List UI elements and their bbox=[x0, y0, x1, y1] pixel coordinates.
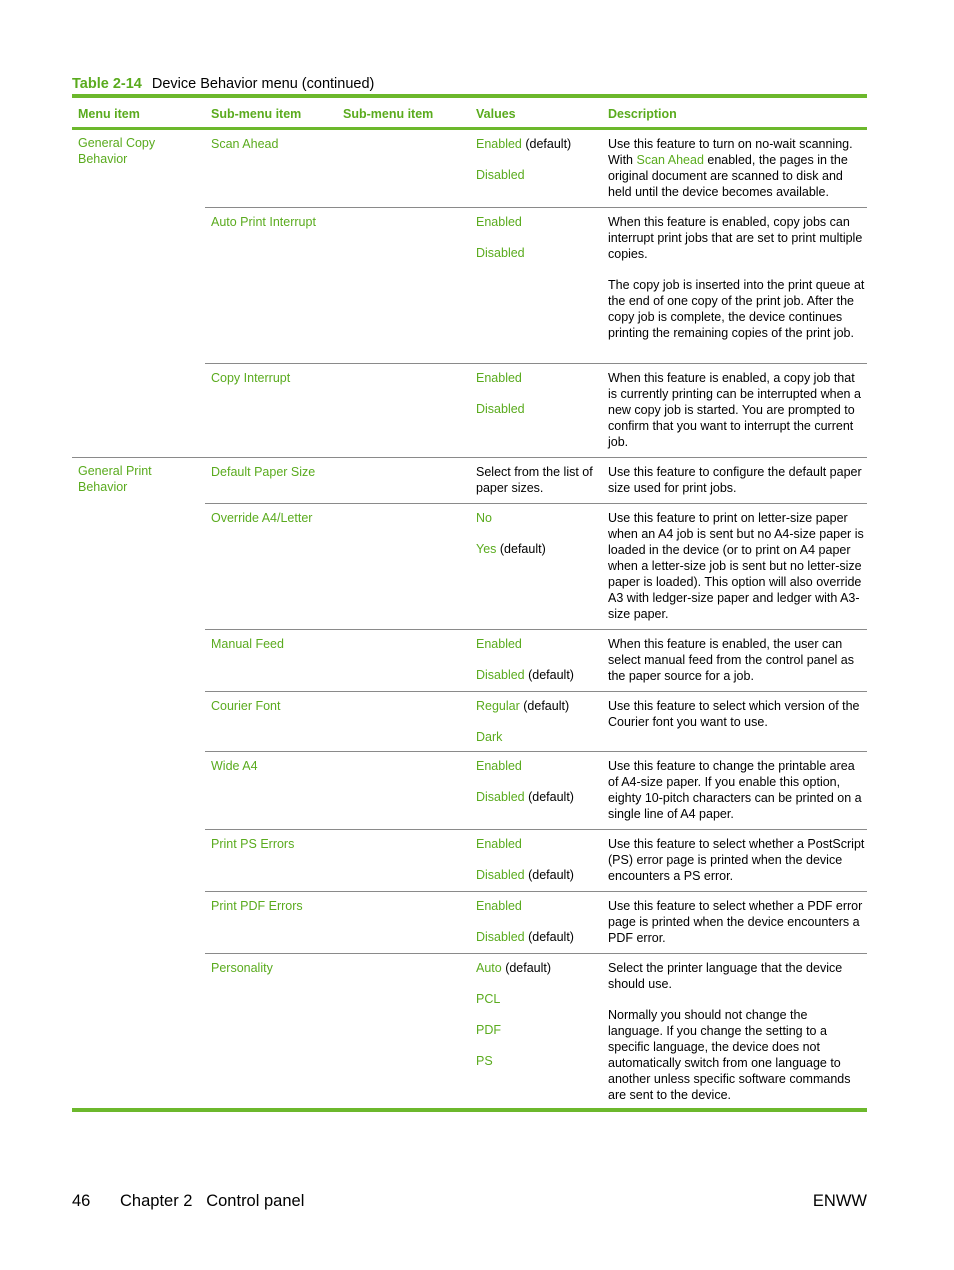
value-option[interactable]: Disabled bbox=[476, 930, 525, 944]
description-text: When this feature is enabled, copy jobs can interrupt print jobs that are set to print multiple copies. bbox=[608, 215, 863, 261]
header-description: Description bbox=[608, 107, 677, 121]
description-text: Use this feature to select which version of the Courier font you want to use. bbox=[608, 699, 860, 729]
table-row bbox=[205, 458, 867, 503]
description-text: When this feature is enabled, the user can select manual feed from the control panel as the paper source for a job. bbox=[608, 637, 854, 683]
table-row bbox=[205, 691, 867, 751]
menu-item-general-print-behavior[interactable]: General Print Behavior bbox=[78, 464, 152, 494]
submenu-manual-feed[interactable]: Manual Feed bbox=[211, 637, 284, 651]
description-cell bbox=[608, 836, 865, 899]
values-cell bbox=[476, 758, 601, 820]
values-cell bbox=[476, 960, 601, 1084]
description-cell bbox=[608, 698, 865, 745]
value-default-note: (default) bbox=[501, 961, 552, 975]
value-option[interactable]: Enabled bbox=[476, 215, 522, 229]
description-text: Use this feature to turn on no-wait scanning. With Scan Ahead enabled, the pages in the original document are scanned to disk and held until the device becomes available. bbox=[608, 137, 853, 199]
value-default-note: (default) bbox=[496, 542, 546, 556]
value-option[interactable]: Disabled bbox=[476, 668, 525, 682]
inline-link-scan-ahead[interactable]: Scan Ahead bbox=[636, 153, 704, 167]
table-title: Device Behavior menu (continued) bbox=[151, 76, 375, 92]
description-cell bbox=[608, 960, 865, 1118]
value-default-note: (default) bbox=[524, 668, 574, 682]
value-option[interactable]: Auto bbox=[476, 961, 502, 975]
submenu-default-paper-size[interactable]: Default Paper Size bbox=[211, 465, 316, 479]
value-option[interactable]: PS bbox=[476, 1054, 493, 1068]
group-general-copy-behavior bbox=[72, 130, 867, 458]
value-option[interactable]: Enabled bbox=[476, 371, 522, 385]
table-row bbox=[205, 629, 867, 691]
values-cell bbox=[476, 636, 601, 698]
values-cell bbox=[476, 136, 601, 198]
value-option[interactable]: Dark bbox=[476, 730, 503, 744]
values-cell bbox=[476, 370, 601, 432]
value-option[interactable]: Enabled bbox=[476, 899, 522, 913]
table-number: Table 2-14 bbox=[72, 76, 142, 92]
description-cell bbox=[608, 758, 865, 837]
value-option[interactable]: PDF bbox=[476, 1023, 501, 1037]
value-option[interactable]: Disabled bbox=[476, 168, 525, 182]
description-cell bbox=[608, 136, 865, 215]
header-menu-item: Menu item bbox=[78, 107, 140, 121]
values-cell: Select from the list of paper sizes. bbox=[476, 465, 593, 495]
value-default-note: (default) bbox=[524, 930, 574, 944]
page-number: 46 bbox=[72, 1192, 91, 1210]
value-option[interactable]: Disabled bbox=[476, 246, 525, 260]
value-option[interactable]: Disabled bbox=[476, 402, 525, 416]
description-text: Use this feature to configure the default paper size used for print jobs. bbox=[608, 465, 862, 495]
description-cell bbox=[608, 898, 865, 961]
value-option[interactable]: Yes bbox=[476, 542, 497, 556]
values-cell bbox=[476, 898, 601, 960]
value-option[interactable]: Enabled bbox=[476, 759, 522, 773]
description-cell bbox=[608, 214, 865, 356]
submenu-copy-interrupt[interactable]: Copy Interrupt bbox=[211, 371, 291, 385]
description-text: Use this feature to print on letter-size paper when an A4 job is sent but no A4-size paper is loaded in the device (or to print on A4 paper when a letter-size job is sent but no letter-size paper is loaded). This option will also override A3 with ledger-size paper and ledger with A3-size paper. bbox=[608, 511, 864, 621]
value-option[interactable]: No bbox=[476, 511, 492, 525]
submenu-scan-ahead[interactable]: Scan Ahead bbox=[211, 137, 279, 151]
header-values: Values bbox=[476, 107, 516, 121]
menu-item-general-copy-behavior[interactable]: General Copy Behavior bbox=[78, 136, 156, 166]
description-cell bbox=[608, 636, 865, 699]
value-option[interactable]: Disabled bbox=[476, 868, 525, 882]
table-caption bbox=[72, 76, 374, 92]
value-option[interactable]: Enabled bbox=[476, 637, 522, 651]
submenu-print-pdf-errors[interactable]: Print PDF Errors bbox=[211, 899, 303, 913]
value-default-note: (default) bbox=[524, 790, 574, 804]
table-row bbox=[205, 130, 867, 207]
value-option[interactable]: Regular bbox=[476, 699, 520, 713]
value-option[interactable]: Disabled bbox=[476, 790, 525, 804]
device-behavior-table bbox=[72, 94, 867, 1112]
description-text: The copy job is inserted into the print queue at the end of one copy of the print job. After the copy job is complete, the device continues printing the remaining copies of the print job. bbox=[608, 278, 865, 340]
submenu-wide-a4[interactable]: Wide A4 bbox=[211, 759, 258, 773]
value-default-note: (default) bbox=[524, 868, 574, 882]
description-text: Use this feature to select whether a PDF error page is printed when the device encounters a PDF error. bbox=[608, 899, 863, 945]
group-general-print-behavior bbox=[72, 458, 867, 1112]
table-row bbox=[205, 829, 867, 891]
submenu-personality[interactable]: Personality bbox=[211, 961, 273, 975]
value-default-note: (default) bbox=[519, 699, 570, 713]
description-text: Use this feature to select whether a PostScript (PS) error page is printed when the device encounters a PS error. bbox=[608, 837, 865, 883]
table-row bbox=[205, 891, 867, 953]
table-row bbox=[205, 751, 867, 829]
footer-enww: ENWW bbox=[812, 1192, 867, 1210]
description-cell bbox=[608, 510, 865, 637]
table-row bbox=[205, 207, 867, 363]
submenu-auto-print-interrupt[interactable]: Auto Print Interrupt bbox=[211, 215, 316, 229]
table-row bbox=[205, 953, 867, 1108]
values-cell bbox=[476, 836, 601, 898]
value-default-note: (default) bbox=[521, 137, 572, 151]
header-sub-menu-item: Sub-menu item bbox=[211, 107, 302, 121]
value-option[interactable]: Enabled bbox=[476, 837, 522, 851]
values-cell bbox=[476, 510, 601, 572]
description-text: Normally you should not change the language. If you change the setting to a specific language, the device does not automatically switch from one language to another unless specific software commands are sent to the device. bbox=[608, 1008, 851, 1102]
description-text: Select the printer language that the device should use. bbox=[608, 961, 843, 991]
submenu-print-ps-errors[interactable]: Print PS Errors bbox=[211, 837, 295, 851]
chapter-title: Chapter 2 Control panel bbox=[120, 1192, 305, 1210]
value-option[interactable]: Enabled bbox=[476, 137, 522, 151]
table-row bbox=[205, 363, 867, 457]
table-row bbox=[205, 503, 867, 629]
description-cell bbox=[608, 370, 865, 465]
table-header bbox=[72, 94, 867, 130]
header-sub-menu-item-2: Sub-menu item bbox=[343, 107, 434, 121]
submenu-courier-font[interactable]: Courier Font bbox=[211, 699, 281, 713]
values-cell bbox=[476, 214, 601, 276]
description-text: Use this feature to change the printable area of A4-size paper. If you enable this option, eighty 10-pitch characters can be printed on a single line of A4 paper. bbox=[608, 759, 862, 821]
description-text: When this feature is enabled, a copy job that is currently printing can be interrupted when a new copy job is started. You are prompted to confirm that you want to interrupt the current job. bbox=[608, 371, 861, 449]
submenu-override-a4-letter[interactable]: Override A4/Letter bbox=[211, 511, 313, 525]
value-option[interactable]: PCL bbox=[476, 992, 501, 1006]
